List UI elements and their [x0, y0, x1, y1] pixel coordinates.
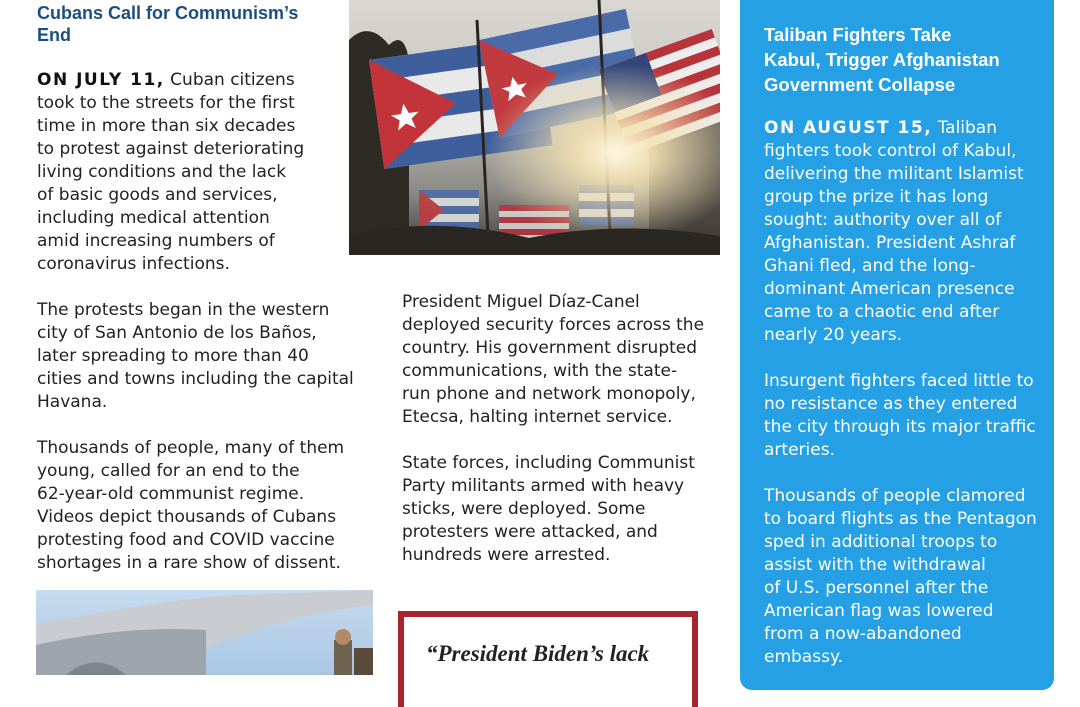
article-paragraph-5: State forces, including Communist Party militants armed with heavy sticks, were deployed. Some protesters were attacked, and hundreds were arrested. [402, 453, 695, 565]
paragraph-text: Taliban fighters took control of Kabul, delivering the militant Islamist group the prize it has long sought: authority over all of Afghanistan. President Ashraf Ghani fled, and the long- dominant American presence came to a chaotic end after nearly 20 years. [764, 118, 1024, 345]
plane-photo [36, 590, 373, 675]
flag-photo [349, 0, 720, 255]
article-paragraph-4: President Miguel Díaz-Canel deployed security forces across the country. His government disrupted communications, with the state- run phone and network monopoly, Etecsa, halting internet service. [402, 292, 705, 427]
sidebar-headline: Taliban Fighters Take Kabul, Trigger Afghanistan Government Collapse [764, 24, 1000, 95]
sidebar-paragraph-2: Insurgent fighters faced little to no resistance as they entered the city through its major traffic arteries. [764, 371, 1036, 460]
article-headline: Cubans Call for Communism’s End [37, 3, 299, 45]
sidebar-body [764, 117, 1049, 692]
article-column-1 [37, 69, 367, 598]
plane-photo-illustration [36, 590, 373, 675]
sidebar-paragraph-1 [764, 117, 1049, 347]
sidebar-article [740, 0, 1054, 690]
lead-in: ON JULY 11, [37, 70, 165, 90]
paragraph-text: Cuban citizens took to the streets for the first time in more than six decades to protest against deteriorating living conditions and the lack of basic goods and services, including medical attention amid increasing numbers of coronavirus infections. [37, 70, 305, 274]
flag-photo-illustration [349, 0, 720, 255]
article-paragraph-2: The protests began in the western city of San Antonio de los Baños, later spreading to more than 40 cities and towns including the capital Havana. [37, 300, 354, 412]
sidebar-paragraph-3: Thousands of people clamored to board flights as the Pentagon sped in additional troops to assist with the withdrawal of U.S. personnel after the American flag was lowered from a now-abandoned embassy. [764, 486, 1037, 667]
pull-quote-box [398, 611, 698, 707]
article-column-2 [402, 291, 714, 590]
sidebar-lead-in: ON AUGUST 15, [764, 118, 933, 138]
pull-quote-text: “President Biden’s lack [426, 641, 650, 666]
article-paragraph-3: Thousands of people, many of them young, called for an end to the 62-year-old communist regime. Videos depict thousands of Cubans protesting food and COVID vaccine shortages in a rare show of dissent. [37, 438, 345, 573]
article-paragraph-1 [37, 69, 367, 276]
